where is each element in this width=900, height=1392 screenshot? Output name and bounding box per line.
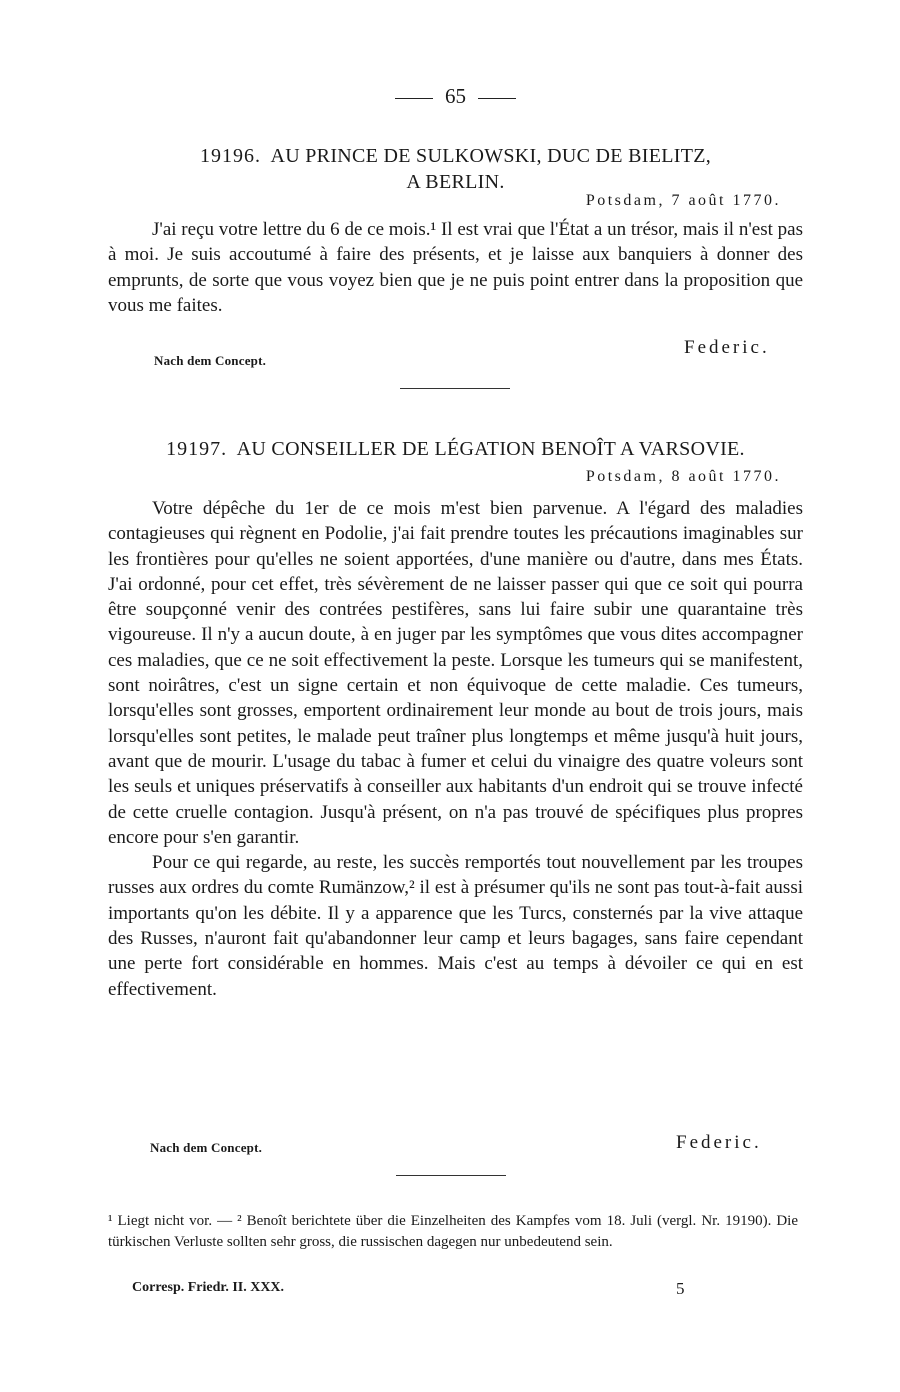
bottom-source-line: Corresp. Friedr. II. XXX. (132, 1280, 285, 1295)
letter-2-place-date: Potsdam, 8 août 1770. (585, 468, 781, 485)
letter-2-heading (108, 436, 803, 462)
letter-1-heading-line2: A BERLIN. (406, 171, 505, 193)
page-number: 65 (445, 84, 466, 108)
letter-1-source-note: Nach dem Concept. (154, 353, 267, 368)
letter-2-paragraph-2: Pour ce qui regarde, au reste, les succès remportés tout nouvellement par les troupes russes aux ordres du comte Rumänzow,² il est à présumer qu'ils ne sont pas tout-à-fait aussi importants qu'on les débite. Il y a apparence que les Turcs, consternés par la vive attaque des Russes, n'auront fait qu'abandonner leur camp et leurs bagages, sans faire cependant une perte fort considérable en hommes. Mais c'est au temps à dévoiler ce qui en est effectivement. (108, 852, 803, 1000)
letter-1-place-date: Potsdam, 7 août 1770. (585, 192, 781, 209)
letter-2-body (108, 496, 803, 1002)
dash-right (478, 98, 516, 99)
letter-1-number: 19196. (199, 145, 261, 167)
letter-2-heading-line1: AU CONSEILLER DE LÉGATION BENOÎT A VARSOVIE. (236, 438, 745, 460)
letter-1-paragraph: J'ai reçu votre lettre du 6 de ce mois.¹ Il est vrai que l'État a un trésor, mais il n'est pas à moi. Je suis accoutumé à faire des présents, et je laisse aux banquiers à donner des emprunts, de sorte que vous voyez bien que je ne puis point entrer dans la proposition que vous me faites. (108, 219, 803, 316)
signature-mark: 5 (676, 1279, 685, 1298)
letter-2-number: 19197. (166, 438, 228, 460)
letter-2-paragraph-1: Votre dépêche du 1er de ce mois m'est bien parvenue. A l'égard des maladies contagieuses qui règnent en Podolie, j'ai fait prendre toutes les précautions imaginables sur les frontières pour qu'elles ne soient apportées, d'une manière ou d'autre, dans mes États. J'ai ordonné, pour cet effet, très sévèrement de ne laisser passer qui que ce soit qui pourra être soupçonné venir des contrées pestifères, sans lui faire subir une quarantaine très vigoureuse. Il n'y a aucun doute, à en juger par les symptômes que vous dites accompagner ces maladies, que ce ne soit effectivement la peste. Lorsque les tumeurs qui se manifestent, sont noirâtres, c'est un signe certain et non équivoque de cette maladie. Ces tumeurs, lorsqu'elles sont grosses, emportent ordinairement leur monde au bout de trois jours, mais lorsqu'elles sont petites, le malade peut traîner plus longtemps et même jusqu'à huit jours, avant que de mourir. L'usage du tabac à fumer et celui du vinaigre des quatre voleurs sont les seuls et uniques préservatifs à conseiller aux habitants d'un endroit qui se trouve infecté de cette cruelle contagion. Jusqu'à présent, on n'a pas trouvé de spécifiques plus propres encore pour s'en garantir. (108, 498, 803, 848)
footnotes-text: ¹ Liegt nicht vor. — ² Benoît berichtete über die Einzelheiten des Kampfes vom 18. Juli (vergl. Nr. 19190). Die türkischen Verluste sollten sehr gross, die russischen dagegen nur unbedeutend sein. (108, 1213, 798, 1250)
letter-1-heading-line1: AU PRINCE DE SULKOWSKI, DUC DE BIELITZ, (270, 145, 712, 167)
letter-1-signature: Federic. (684, 337, 770, 358)
footnotes (108, 1211, 798, 1253)
letter-1-heading (108, 143, 803, 169)
letter-2-source-note: Nach dem Concept. (150, 1140, 263, 1155)
page-number-line (108, 84, 803, 109)
letter-2-signature: Federic. (676, 1132, 762, 1153)
dash-left (395, 98, 433, 99)
letter-1-body (108, 217, 803, 318)
separator-rule-2 (396, 1175, 506, 1176)
separator-rule-1 (400, 388, 510, 389)
